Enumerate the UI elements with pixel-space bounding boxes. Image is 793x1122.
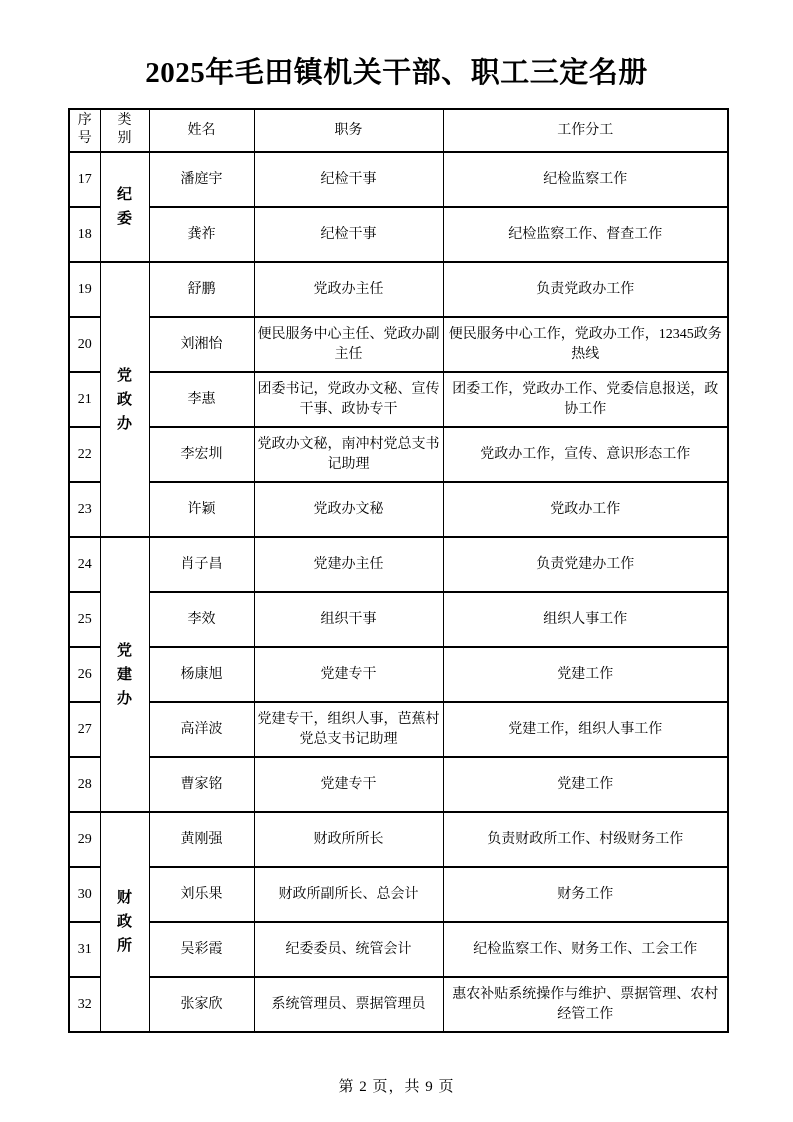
division-cell: 纪检监察工作、督查工作 (443, 207, 728, 262)
name-cell: 肖子昌 (149, 537, 254, 592)
table-row (69, 152, 728, 207)
name-cell: 刘乐果 (149, 867, 254, 922)
row-no: 31 (69, 922, 100, 977)
table-row (69, 482, 728, 537)
name-cell: 李宏圳 (149, 427, 254, 482)
row-no: 26 (69, 647, 100, 702)
header-position: 职务 (254, 109, 443, 152)
name-cell: 高洋波 (149, 702, 254, 757)
table-row (69, 977, 728, 1032)
position-cell: 系统管理员、票据管理员 (254, 977, 443, 1032)
category-cell (100, 152, 149, 262)
table-row (69, 427, 728, 482)
name-cell: 杨康旭 (149, 647, 254, 702)
position-cell: 党建专干，组织人事，芭蕉村党总支书记助理 (254, 702, 443, 757)
division-cell: 便民服务中心工作，党政办工作，12345政务热线 (443, 317, 728, 372)
table-row (69, 702, 728, 757)
category-label: 纪委 (116, 186, 132, 227)
division-cell: 党政办工作，宣传、意识形态工作 (443, 427, 728, 482)
position-cell: 纪检干事 (254, 207, 443, 262)
position-cell: 党政办文秘，南冲村党总支书记助理 (254, 427, 443, 482)
division-cell: 负责财政所工作、村级财务工作 (443, 812, 728, 867)
name-cell: 曹家铭 (149, 757, 254, 812)
category-label: 党建办 (116, 641, 132, 707)
division-cell: 负责党政办工作 (443, 262, 728, 317)
position-cell: 便民服务中心主任、党政办副主任 (254, 317, 443, 372)
position-cell: 纪检干事 (254, 152, 443, 207)
category-cell (100, 537, 149, 812)
row-no: 18 (69, 207, 100, 262)
table-row (69, 592, 728, 647)
name-cell: 潘庭宇 (149, 152, 254, 207)
table-header (69, 109, 728, 152)
division-cell: 团委工作，党政办工作、党委信息报送，政协工作 (443, 372, 728, 427)
name-cell: 李惠 (149, 372, 254, 427)
division-cell: 党建工作，组织人事工作 (443, 702, 728, 757)
row-no: 28 (69, 757, 100, 812)
header-name: 姓名 (149, 109, 254, 152)
position-cell: 纪委委员、统管会计 (254, 922, 443, 977)
header-no (69, 109, 100, 152)
table-row (69, 812, 728, 867)
table-row (69, 262, 728, 317)
category-label: 党政办 (116, 366, 132, 432)
table-row (69, 757, 728, 812)
name-cell: 许颖 (149, 482, 254, 537)
name-cell: 舒鹏 (149, 262, 254, 317)
name-cell: 刘湘怡 (149, 317, 254, 372)
position-cell: 财政所副所长、总会计 (254, 867, 443, 922)
category-cell (100, 812, 149, 1032)
row-no: 21 (69, 372, 100, 427)
table-row (69, 647, 728, 702)
position-cell: 党建专干 (254, 757, 443, 812)
row-no: 29 (69, 812, 100, 867)
table-row (69, 207, 728, 262)
header-no-label: 序号 (77, 113, 92, 146)
division-cell: 党建工作 (443, 757, 728, 812)
table-row (69, 317, 728, 372)
table-row (69, 867, 728, 922)
row-no: 17 (69, 152, 100, 207)
division-cell: 负责党建办工作 (443, 537, 728, 592)
row-no: 25 (69, 592, 100, 647)
division-cell: 纪检监察工作 (443, 152, 728, 207)
division-cell: 党政办工作 (443, 482, 728, 537)
position-cell: 党政办主任 (254, 262, 443, 317)
row-no: 24 (69, 537, 100, 592)
header-division: 工作分工 (443, 109, 728, 152)
row-no: 19 (69, 262, 100, 317)
division-cell: 组织人事工作 (443, 592, 728, 647)
category-cell (100, 262, 149, 537)
table-body (69, 152, 728, 1032)
division-cell: 纪检监察工作、财务工作、工会工作 (443, 922, 728, 977)
name-cell: 黄刚强 (149, 812, 254, 867)
category-label: 财政所 (116, 889, 132, 954)
page-title: 2025年毛田镇机关干部、职工三定名册 (145, 57, 648, 89)
name-cell: 张家欣 (149, 977, 254, 1032)
division-cell: 惠农补贴系统操作与维护、票据管理、农村经管工作 (443, 977, 728, 1032)
position-cell: 组织干事 (254, 592, 443, 647)
row-no: 27 (69, 702, 100, 757)
header-row (69, 109, 728, 152)
position-cell: 党政办文秘 (254, 482, 443, 537)
position-cell: 财政所所长 (254, 812, 443, 867)
position-cell: 团委书记，党政办文秘、宣传干事、政协专干 (254, 372, 443, 427)
position-cell: 党建办主任 (254, 537, 443, 592)
table-row (69, 537, 728, 592)
row-no: 30 (69, 867, 100, 922)
row-no: 20 (69, 317, 100, 372)
division-cell: 党建工作 (443, 647, 728, 702)
page-number: 第 2 页，共 9 页 (338, 1079, 455, 1095)
row-no: 32 (69, 977, 100, 1032)
row-no: 22 (69, 427, 100, 482)
name-cell: 李效 (149, 592, 254, 647)
name-cell: 吴彩霞 (149, 922, 254, 977)
row-no: 23 (69, 482, 100, 537)
name-cell: 龚祚 (149, 207, 254, 262)
division-cell: 财务工作 (443, 867, 728, 922)
header-category (100, 109, 149, 152)
table-row (69, 922, 728, 977)
table-row (69, 372, 728, 427)
header-category-label: 类别 (117, 113, 132, 146)
roster-table (68, 108, 729, 1033)
position-cell: 党建专干 (254, 647, 443, 702)
